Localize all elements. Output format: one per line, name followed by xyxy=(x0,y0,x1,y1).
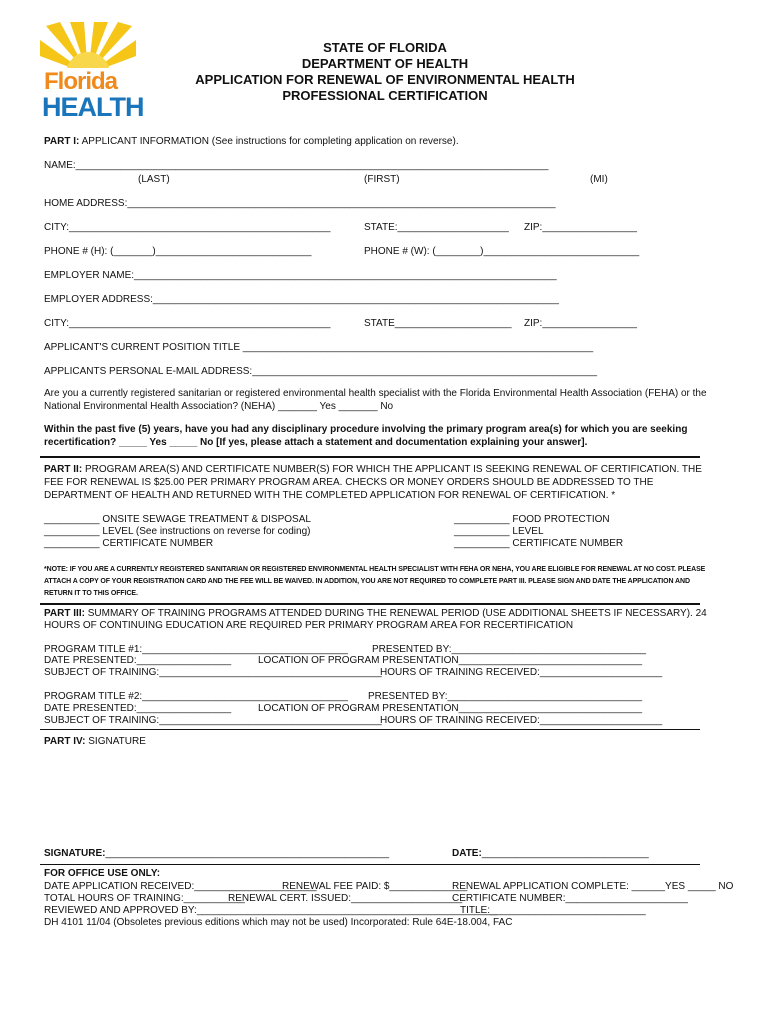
header-application: APPLICATION FOR RENEWAL OF ENVIRONMENTAL HEALTH xyxy=(195,72,575,87)
discipline-question-line1: Within the past five (5) years, have you had any disciplinary procedure involving the primary program area(s) for which you are seeking xyxy=(44,424,688,435)
registered-question-line2[interactable]: National Environmental Health Association? (NEHA) _______ Yes _______ No xyxy=(44,401,394,412)
title-field[interactable]: TITLE:____________________________ xyxy=(460,905,646,916)
food-cert-number-field[interactable]: __________ CERTIFICATE NUMBER xyxy=(454,538,624,549)
employer-name-field[interactable]: EMPLOYER NAME:____________________________________________________________________________ xyxy=(44,270,557,281)
program2-title-field[interactable]: PROGRAM TITLE #2:_____________________________________ xyxy=(44,691,348,702)
renewal-fee-field[interactable]: RENEWAL FEE PAID: $______________ xyxy=(282,881,468,892)
name-first-label: (FIRST) xyxy=(364,174,400,185)
registered-question-line1: Are you a currently registered sanitarian or registered environmental health specialist with the Florida Environmental Health Association (FEHA) or the xyxy=(44,388,707,399)
part2-heading: PART II: xyxy=(44,464,83,475)
food-level-field[interactable]: __________ LEVEL xyxy=(454,526,544,537)
program2-hours-field[interactable]: HOURS OF TRAINING RECEIVED:______________________ xyxy=(380,715,663,726)
renewal-cert-issued-field[interactable]: RENEWAL CERT. ISSUED:____________________ xyxy=(228,893,463,904)
phone-work-field[interactable]: PHONE # (W): (________)____________________________ xyxy=(364,246,640,257)
part2-line2: FEE FOR RENEWAL IS $25.00 PER PRIMARY PROGRAM AREA. CHECKS OR MONEY ORDERS SHOULD BE ADDRESSED TO THE xyxy=(44,477,654,488)
program2-date-field[interactable]: DATE PRESENTED:_________________ xyxy=(44,703,232,714)
name-last-label: (LAST) xyxy=(138,174,170,185)
part3-line1-row xyxy=(44,608,707,619)
part3-line2: HOURS OF CONTINUING EDUCATION ARE REQUIRED PER PRIMARY PROGRAM AREA FOR RECERTIFICATION xyxy=(44,620,574,631)
phone-home-field[interactable]: PHONE # (H): (_______)____________________________ xyxy=(44,246,312,257)
logo-health-text: HEALTH xyxy=(42,92,144,122)
part3-heading: PART III: xyxy=(44,608,85,619)
date-line[interactable]: ______________________________ xyxy=(481,848,649,859)
section-divider xyxy=(40,729,700,730)
employer-address-field[interactable]: EMPLOYER ADDRESS:_________________________________________________________________________ xyxy=(44,294,559,305)
part1-heading-row xyxy=(44,136,459,147)
form-footer: DH 4101 11/04 (Obsoletes previous editions which may not be used) Incorporated: Rule 64E-18.004, FAC xyxy=(44,917,513,928)
employer-city-field[interactable]: CITY:_______________________________________________ xyxy=(44,318,331,329)
part4-heading: PART IV: xyxy=(44,736,86,747)
header-state: STATE OF FLORIDA xyxy=(323,40,447,55)
email-field[interactable]: APPLICANTS PERSONAL E-MAIL ADDRESS:______________________________________________________________ xyxy=(44,366,598,377)
renewal-complete-field[interactable]: RENEWAL APPLICATION COMPLETE: ______YES _____ NO xyxy=(452,881,734,892)
onsite-level-field[interactable]: __________ LEVEL (See instructions on reverse for coding) xyxy=(44,526,311,537)
date-received-field[interactable]: DATE APPLICATION RECEIVED:______________________ xyxy=(44,881,317,892)
onsite-sewage-field[interactable]: __________ ONSITE SEWAGE TREATMENT & DISPOSAL xyxy=(44,514,311,525)
reviewed-by-field[interactable]: REVIEWED AND APPROVED BY:______________________________________________________ xyxy=(44,905,498,916)
program2-location-field[interactable]: LOCATION OF PROGRAM PRESENTATION_________________________________ xyxy=(258,703,643,714)
part2-note-line2: ATTACH A COPY OF YOUR REGISTRATION CARD AND THE FEE WILL BE WAIVED. IN ADDITION, YOU ARE NOT REQUIRED TO COMPLETE PART III. PLEASE SIGN AND DATE THE APPLICATION AND xyxy=(44,578,690,585)
name-mi-label: (MI) xyxy=(590,174,608,185)
header-department: DEPARTMENT OF HEALTH xyxy=(301,56,469,71)
page-title xyxy=(150,40,620,104)
total-hours-field[interactable]: TOTAL HOURS OF TRAINING:___________ xyxy=(44,893,245,904)
zip-field[interactable]: ZIP:_________________ xyxy=(524,222,637,233)
name-field[interactable]: NAME:_____________________________________________________________________________________ xyxy=(44,160,549,171)
section-divider xyxy=(40,603,700,605)
signature-line[interactable]: ___________________________________________________ xyxy=(105,848,390,859)
part4-heading-row xyxy=(44,736,146,747)
section-divider xyxy=(40,456,700,458)
header-certification: PROFESSIONAL CERTIFICATION xyxy=(282,88,488,103)
food-protection-field[interactable]: __________ FOOD PROTECTION xyxy=(454,514,610,525)
florida-health-logo xyxy=(40,22,144,122)
program1-location-field[interactable]: LOCATION OF PROGRAM PRESENTATION_________________________________ xyxy=(258,655,643,666)
employer-zip-field[interactable]: ZIP:_________________ xyxy=(524,318,637,329)
certificate-number-field[interactable]: CERTIFICATE NUMBER:______________________ xyxy=(452,893,688,904)
part2-line3: DEPARTMENT OF HEALTH AND RETURNED WITH THE COMPLETED APPLICATION FOR RENEWAL OF CERTIFICATION. * xyxy=(44,490,616,501)
program1-date-field[interactable]: DATE PRESENTED:_________________ xyxy=(44,655,232,666)
position-title-field[interactable]: APPLICANT'S CURRENT POSITION TITLE _______________________________________________________________ xyxy=(44,342,594,353)
date-row[interactable] xyxy=(452,848,649,859)
part2-line1-row xyxy=(44,464,702,475)
part3-line1: SUMMARY OF TRAINING PROGRAMS ATTENDED DURING THE RENEWAL PERIOD (USE ADDITIONAL SHEETS IF NECESSARY). 24 xyxy=(87,608,707,619)
program1-subject-field[interactable]: SUBJECT OF TRAINING:________________________________________ xyxy=(44,667,382,678)
signature-row[interactable] xyxy=(44,848,389,859)
program1-presented-by-field[interactable]: PRESENTED BY:___________________________________ xyxy=(372,644,647,655)
part2-line1: PROGRAM AREA(S) AND CERTIFICATE NUMBER(S) FOR WHICH THE APPLICANT IS SEEKING RENEWAL OF CERTIFICATION. THE xyxy=(84,464,702,475)
part1-intro: APPLICANT INFORMATION (See instructions for completing application on reverse). xyxy=(81,136,459,147)
part2-note-line3: RETURN IT TO THIS OFFICE. xyxy=(44,590,138,597)
program2-subject-field[interactable]: SUBJECT OF TRAINING:________________________________________ xyxy=(44,715,382,726)
onsite-cert-number-field[interactable]: __________ CERTIFICATE NUMBER xyxy=(44,538,214,549)
state-field[interactable]: STATE:____________________ xyxy=(364,222,509,233)
program2-presented-by-field[interactable]: PRESENTED BY:___________________________________ xyxy=(368,691,643,702)
signature-label: SIGNATURE: xyxy=(44,848,106,859)
logo-florida-text: Florida xyxy=(44,68,118,95)
part4-label: SIGNATURE xyxy=(88,736,146,747)
part1-heading: PART I: xyxy=(44,136,80,147)
program1-title-field[interactable]: PROGRAM TITLE #1:_____________________________________ xyxy=(44,644,348,655)
employer-state-field[interactable]: STATE_____________________ xyxy=(364,318,512,329)
section-divider xyxy=(40,864,700,865)
city-field[interactable]: CITY:_______________________________________________ xyxy=(44,222,331,233)
discipline-question-line2[interactable]: recertification? _____ Yes _____ No [If yes, please attach a statement and documentation explaining your answer]. xyxy=(44,437,588,448)
date-label: DATE: xyxy=(452,848,482,859)
part2-note-line1: *NOTE: IF YOU ARE A CURRENTLY REGISTERED SANITARIAN OR REGISTERED ENVIRONMENTAL HEALTH SPECIALIST WITH FEHA OR NEHA, YOU ARE ELIGIBLE FOR RENEWAL AT NO COST. PLEASE xyxy=(44,566,706,573)
program1-hours-field[interactable]: HOURS OF TRAINING RECEIVED:______________________ xyxy=(380,667,663,678)
office-use-heading: FOR OFFICE USE ONLY: xyxy=(44,868,161,879)
home-address-field[interactable]: HOME ADDRESS:_____________________________________________________________________________ xyxy=(44,198,556,209)
